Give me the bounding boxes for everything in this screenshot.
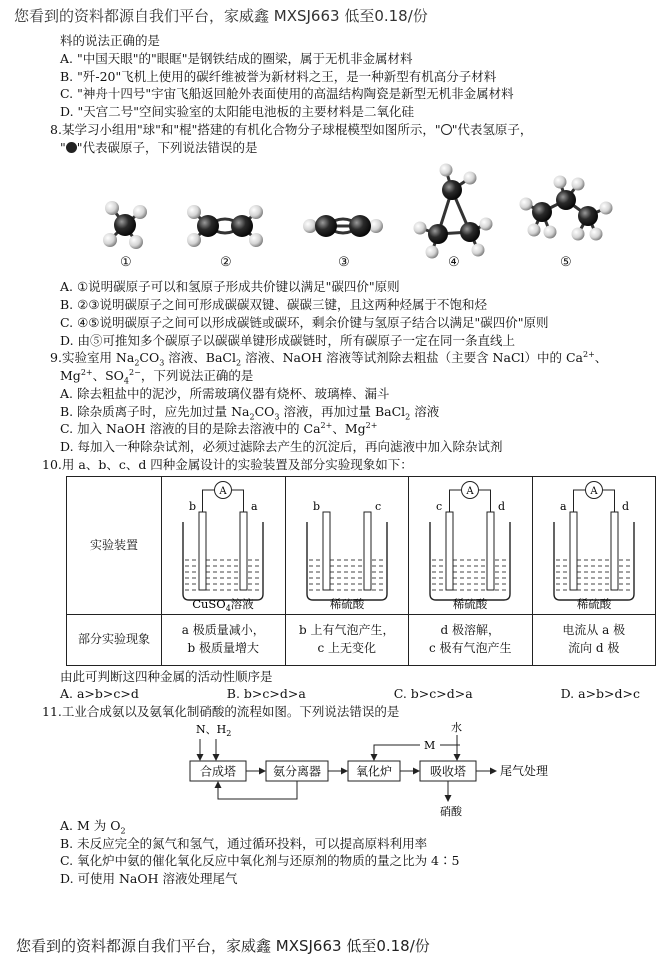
page-content (42, 26, 660, 888)
hydrogen-atom-icon (441, 124, 452, 135)
setup-1-wire-right (232, 490, 244, 512)
experiment-table (66, 476, 656, 666)
setup-1-ammeter-label: A (219, 485, 227, 497)
ball-stick-models (60, 160, 660, 278)
setup-4-wire-left (573, 490, 585, 512)
q11-option-a: A. M 为 $O_2$ (60, 817, 126, 836)
setup-2-beaker (307, 522, 387, 600)
q10-answer-b: B. b>c>d>a (226, 686, 306, 702)
setup-2-left-label: b (312, 499, 320, 513)
q8-stem-part1: 某学习小组用"球"和"棍"搭建的有机化合物分子球棍模型如图所示，" (61, 121, 441, 137)
watermark-bottom: 您看到的资料都源自我们平台，家威鑫 MXSJ663 低至0.18/份 (16, 937, 430, 955)
q10-answer-a: A. a>b>c>d (60, 686, 139, 702)
phenomenon-3: d 极溶解， c 极有气泡产生 (409, 614, 533, 665)
model-5-propane (520, 176, 613, 241)
setup-4-figure (534, 478, 654, 611)
q8-option-d: D. 由⑤可推知多个碳原子以碳碳单键形成碳链时，所有碳原子一定在同一条直线上 (60, 332, 516, 348)
phenomenon-2: b 上有气泡产生， c 上无变化 (285, 614, 409, 665)
question-11 (42, 703, 660, 888)
setup-4-right-label: d (621, 499, 629, 513)
question-9 (50, 349, 660, 456)
question-7 (60, 22, 660, 121)
q8-stem-part2: "代表氢原子， (451, 121, 533, 137)
water-label: 水 (451, 720, 462, 734)
q8-stem-part3: "代表碳原子，下列说法错误的是 (76, 139, 258, 155)
setup-3-figure (410, 478, 530, 611)
q7-stem-line2: 料的说法正确的是 (60, 33, 161, 48)
phenomenon-4: 电流从 a 极 流向 d 极 (532, 614, 656, 665)
setup-1-beaker (183, 522, 263, 600)
q11-option-b: B. 未反应完全的氮气和氢气，通过循环投料，可以提高原料利用率 (60, 835, 428, 851)
model-3-acetylene (303, 215, 383, 237)
q8-option-b: B. ②③说明碳原子之间可形成碳碳双键、碳碳三键，且这两种烃属于不饱和烃 (60, 297, 488, 312)
q9-option-a: A. 除去粗盐中的泥沙，所需玻璃仪器有烧杯、玻璃棒、漏斗 (60, 385, 390, 401)
carbon-atom-icon (66, 142, 77, 153)
setup-1-figure (163, 478, 283, 613)
apparatus-row (67, 476, 656, 614)
box-absorption-tower: 吸收塔 (429, 764, 467, 779)
setup-1-solution-label: CuSO$_4$溶液 (192, 596, 255, 613)
setup-1-right-label: a (251, 499, 258, 513)
question-8 (50, 121, 660, 350)
setup-4-beaker (554, 522, 634, 600)
m-label: M (424, 738, 436, 752)
setup-4-left-label: a (559, 499, 567, 513)
setup-2-figure (287, 478, 407, 611)
model-label-4: ④ (448, 255, 460, 271)
setup-3-right-label: d (498, 499, 506, 513)
q11-stem: 11.工业合成氨以及氨氧化制硝酸的流程如图。下列说法错误的是 (42, 704, 400, 720)
box-ammonia-separator: 氨分离器 (272, 764, 322, 779)
phenomenon-1: a 极质量减小， b 极质量增大 (162, 614, 286, 665)
setup-3-beaker (430, 522, 510, 600)
setup-cell-3 (409, 476, 533, 614)
q10-conclusion: 由此可判断这四种金属的活动性顺序是 (60, 668, 273, 684)
q10-stem: 10.用 a、b、c、d 四种金属设计的实验装置及部分实验现象如下： (42, 456, 413, 472)
setup-4-wire-right (603, 490, 615, 512)
setup-3-wire-right (479, 490, 491, 512)
setup-4-left-electrode (570, 512, 577, 590)
model-label-3: ③ (338, 255, 350, 271)
model-label-1: ① (120, 255, 132, 271)
process-flow-diagram (120, 721, 660, 817)
setup-3-ammeter-label: A (466, 485, 474, 497)
q9-option-d: D. 每加入一种除杂试剂，必须过滤除去产生的沉淀后，再向滤液中加入除杂试剂 (60, 439, 503, 454)
setup-cell-1 (162, 476, 286, 614)
setup-3-solution-label: 稀硫酸 (453, 596, 488, 611)
model-2-ethylene (187, 205, 263, 247)
setup-1-left-electrode (199, 512, 206, 590)
setup-1-right-electrode (240, 512, 247, 590)
setup-2-solution-label: 稀硫酸 (329, 596, 364, 611)
setup-3-left-electrode (446, 512, 453, 590)
phenomena-row (67, 614, 656, 665)
process-flow-figure (120, 721, 580, 817)
setup-1-wire-left (203, 490, 215, 512)
watermark-top: 您看到的资料都源自我们平台，家威鑫 MXSJ663 低至0.18/份 (14, 7, 428, 25)
q7-option-a: A. "中国天眼"的"眼眶"是钢铁结成的圈梁，属于无机非金属材料 (60, 50, 413, 66)
nitric-acid-label: 硝酸 (440, 804, 462, 818)
setup-2-right-electrode (364, 512, 371, 590)
q10-answers (60, 685, 650, 703)
phenomena-row-header: 部分实验现象 (67, 614, 162, 665)
model-1-methane (103, 201, 147, 249)
q8-stem-line2: " "代表碳原子，下列说法错误的是 (60, 139, 258, 155)
q7-option-d: D. "天宫二号"空间实验室的太阳能电池板的主要材料是二氧化硅 (60, 104, 415, 119)
setup-4-right-electrode (611, 512, 618, 590)
model-label-5: ⑤ (560, 255, 572, 271)
model-label-2: ② (220, 255, 232, 271)
q8-option-c: C. ④⑤说明碳原子之间可以形成碳链或碳环，剩余价键与氢原子结合以满足"碳四价"原则 (60, 314, 549, 330)
setup-2-right-label: c (374, 499, 381, 513)
q10-answer-c: C. b>c>d>a (393, 686, 473, 702)
inputs-label: N、$H_2$ (196, 722, 232, 738)
q7-option-c: C. "神舟十四号"宇宙飞船返回舱外表面使用的高温结构陶瓷是新型无机非金属材料 (60, 86, 514, 102)
model-4-cyclopropane (414, 164, 493, 259)
box-oxidation-furnace: 氧化炉 (355, 764, 393, 779)
q11-option-d: D. 可使用 NaOH 溶液处理尾气 (60, 871, 238, 887)
q8-option-a: A. ①说明碳原子可以和氢原子形成共价键以满足"碳四价"原则 (60, 279, 400, 295)
q7-option-b: B. "歼-20"飞机上使用的碳纤维被誉为新材料之王，是一种新型有机高分子材料 (60, 68, 497, 84)
setup-cell-4 (532, 476, 656, 614)
q9-stem-line2: $Mg^{2+}$、$SO_4^{2-}$，下列说法正确的是 (60, 367, 254, 386)
q10-answer-d: D. a>b>d>c (560, 686, 640, 702)
tail-gas-label: 尾气处理 (500, 763, 549, 778)
q9-option-c: C. 加入 NaOH 溶液的目的是除去溶液中的 $Ca^{2+}$、$Mg^{2+}$ (60, 421, 378, 437)
setup-cell-2 (285, 476, 409, 614)
q9-stem-line1: 9.实验室用 $Na_2CO_3$ 溶液、BaCl$_2$ 溶液、NaOH 溶液等试剂除去粗盐（主要含 NaCl）中的 $Ca^{2+}$、 (50, 350, 608, 368)
box-synthesis-tower: 合成塔 (199, 764, 237, 779)
apparatus-row-header: 实验装置 (67, 476, 162, 614)
q8-number: 8. (50, 121, 62, 137)
q9-option-b: B. 除杂质离子时，应先加过量 $Na_2CO_3$ 溶液，再加过量 BaCl$_2$ 溶液 (60, 403, 440, 421)
setup-4-solution-label: 稀硫酸 (576, 596, 611, 611)
setup-3-left-label: c (436, 499, 443, 513)
setup-2-left-electrode (323, 512, 330, 590)
q11-option-c: C. 氧化炉中氨的催化氧化反应中氧化剂与还原剂的物质的量之比为 4∶5 (60, 853, 460, 869)
setup-1-left-label: b (189, 499, 197, 513)
question-10 (42, 456, 660, 703)
q8-stem-line1 (50, 121, 660, 139)
setup-3-wire-left (450, 490, 462, 512)
setup-4-ammeter-label: A (590, 485, 598, 497)
setup-3-right-electrode (487, 512, 494, 590)
